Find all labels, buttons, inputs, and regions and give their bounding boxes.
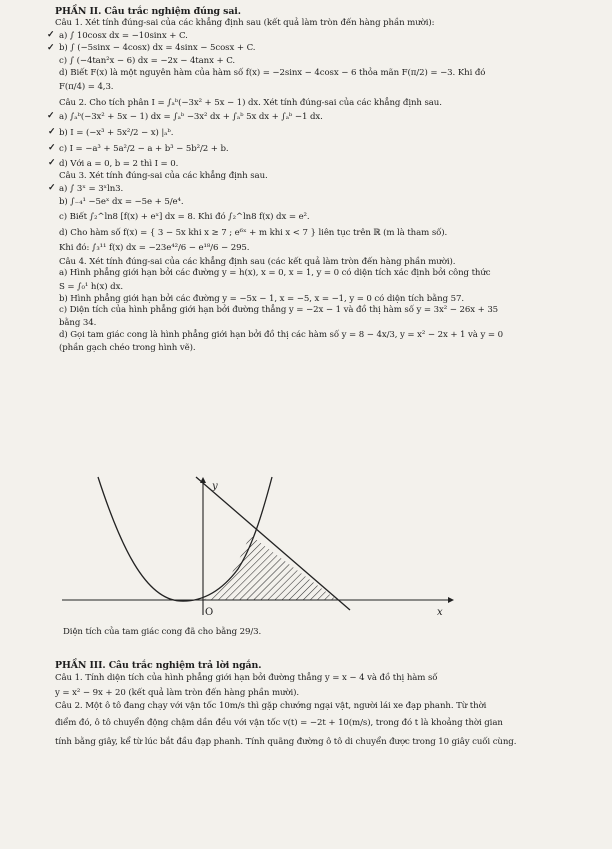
- check-mark-icon: ✓: [48, 158, 56, 168]
- check-mark-icon: ✓: [48, 183, 56, 193]
- check-mark-icon: ✓: [47, 43, 55, 53]
- part2-heading: PHẦN II. Câu trắc nghiệm đúng sai.: [55, 6, 241, 17]
- q4-option-d-answer: Diện tích của tam giác cong đã cho bằng 29/3.: [63, 627, 262, 637]
- q3-option-c: c) Biết ∫₂^ln8 [f(x) + eˣ] dx = 8. Khi đó ∫₂^ln8 f(x) dx = e².: [59, 212, 310, 222]
- q2-stem: Câu 2. Cho tích phân I = ∫ₐᵇ(−3x² + 5x − 1) dx. Xét tính đúng-sai của các khẳng định sau.: [59, 98, 442, 108]
- q1-option-d-cont: F(π/4) = 4,3.: [59, 82, 114, 92]
- x-axis-arrow-icon: [448, 597, 454, 603]
- q4-option-c-cont: bằng 34.: [59, 318, 97, 328]
- q4-option-b: b) Hình phẳng giới hạn bởi các đường y = −5x − 1, x = −5, x = −1, y = 0 có diện tích bằng 57.: [59, 294, 464, 304]
- y-axis-arrow-icon: [200, 477, 206, 483]
- origin-label: O: [205, 607, 214, 617]
- part3-q2-cont2: tính bằng giây, kể từ lúc bắt đầu đạp phanh. Tính quãng đường ô tô di chuyển được trong 10 giây cuối cùng.: [55, 737, 517, 747]
- q2-option-c: c) I = −a³ + 5a²/2 − a + b³ − 5b²/2 + b.: [59, 144, 229, 154]
- q1-option-a: a) ∫ 10cosx dx = −10sinx + C.: [59, 31, 188, 41]
- q4-option-c: c) Diện tích của hình phẳng giới hạn bởi đường thẳng y = −2x − 1 và đồ thị hàm số y = 3x² − 26x + 35: [59, 305, 499, 315]
- check-mark-icon: ✓: [48, 127, 56, 137]
- q3-stem: Câu 3. Xét tính đúng-sai của các khẳng định sau.: [59, 171, 268, 181]
- part3-q1-cont: y = x² − 9x + 20 (kết quả làm tròn đến hàng phần mười).: [55, 688, 300, 698]
- curvilinear-triangle-figure: [60, 475, 480, 617]
- q1-stem: Câu 1. Xét tính đúng-sai của các khẳng định sau (kết quả làm tròn đến hàng phần mười):: [55, 18, 435, 28]
- q1-option-d: d) Biết F(x) là một nguyên hàm của hàm số f(x) = −2sinx − 4cosx − 6 thỏa mãn F(π/2) = −3. Khi đó: [59, 68, 486, 78]
- q3-option-b: b) ∫₋₄¹ −5eˣ dx = −5e + 5/e⁴.: [59, 197, 184, 207]
- q4-option-d-cont: (phần gạch chéo trong hình vẽ).: [59, 343, 196, 353]
- q4-stem: Câu 4. Xét tính đúng-sai của các khẳng định sau (các kết quả làm tròn đến hàng phần mười).: [59, 257, 456, 267]
- q4-option-a-cont: S = ∫₀¹ h(x) dx.: [59, 282, 123, 292]
- q4-option-d: d) Gọi tam giác cong là hình phẳng giới hạn bởi đồ thị các hàm số y = 8 − 4x/3, y = x² − 2x + 1 và y = 0: [59, 330, 503, 340]
- y-axis-label: y: [212, 481, 218, 492]
- q3-option-a: a) ∫ 3ˣ = 3ˣln3.: [59, 184, 124, 194]
- part3-q2-cont: điểm đó, ô tô chuyển động chậm dần đều với vận tốc v(t) = −2t + 10(m/s), trong đó t là khoảng thời gian: [55, 718, 503, 728]
- check-mark-icon: ✓: [47, 111, 55, 121]
- check-mark-icon: ✓: [48, 143, 56, 153]
- q3-option-d-cont: Khi đó: ∫₃¹¹ f(x) dx = −23e⁴²/6 − e¹⁸/6 − 295.: [59, 243, 250, 253]
- part3-q2: Câu 2. Một ô tô đang chạy với vận tốc 10m/s thì gặp chướng ngại vật, người lái xe đạp phanh. Từ thời: [55, 701, 487, 711]
- q2-option-d: d) Với a = 0, b = 2 thì I = 0.: [59, 159, 179, 169]
- q3-option-d: d) Cho hàm số f(x) = { 3 − 5x khi x ≥ 7 ; e⁶ˣ + m khi x < 7 } liên tục trên ℝ (m là tham số).: [59, 228, 448, 238]
- x-axis-label: x: [437, 607, 443, 617]
- part3-heading: PHẦN III. Câu trắc nghiệm trả lời ngắn.: [55, 660, 262, 671]
- check-mark-icon: ✓: [47, 30, 55, 40]
- part3-q1: Câu 1. Tính diện tích của hình phẳng giới hạn bởi đường thẳng y = x − 4 và đồ thị hàm số: [55, 673, 438, 683]
- q2-option-b: b) I = (−x³ + 5x²/2 − x) |ₐᵇ.: [59, 128, 174, 138]
- q1-option-c: c) ∫ (−4tan²x − 6) dx = −2x − 4tanx + C.: [59, 56, 236, 66]
- q4-option-a: a) Hình phẳng giới hạn bởi các đường y = h(x), x = 0, x = 1, y = 0 có diện tích xác định bởi công thức: [59, 268, 491, 278]
- q1-option-b: b) ∫ (−5sinx − 4cosx) dx = 4sinx − 5cosx + C.: [59, 43, 256, 53]
- hatched-region: [203, 535, 337, 600]
- q2-option-a: a) ∫ₐᵇ(−3x² + 5x − 1) dx = ∫ₐᵇ −3x² dx + ∫ₐᵇ 5x dx + ∫ₐᵇ −1 dx.: [59, 112, 323, 122]
